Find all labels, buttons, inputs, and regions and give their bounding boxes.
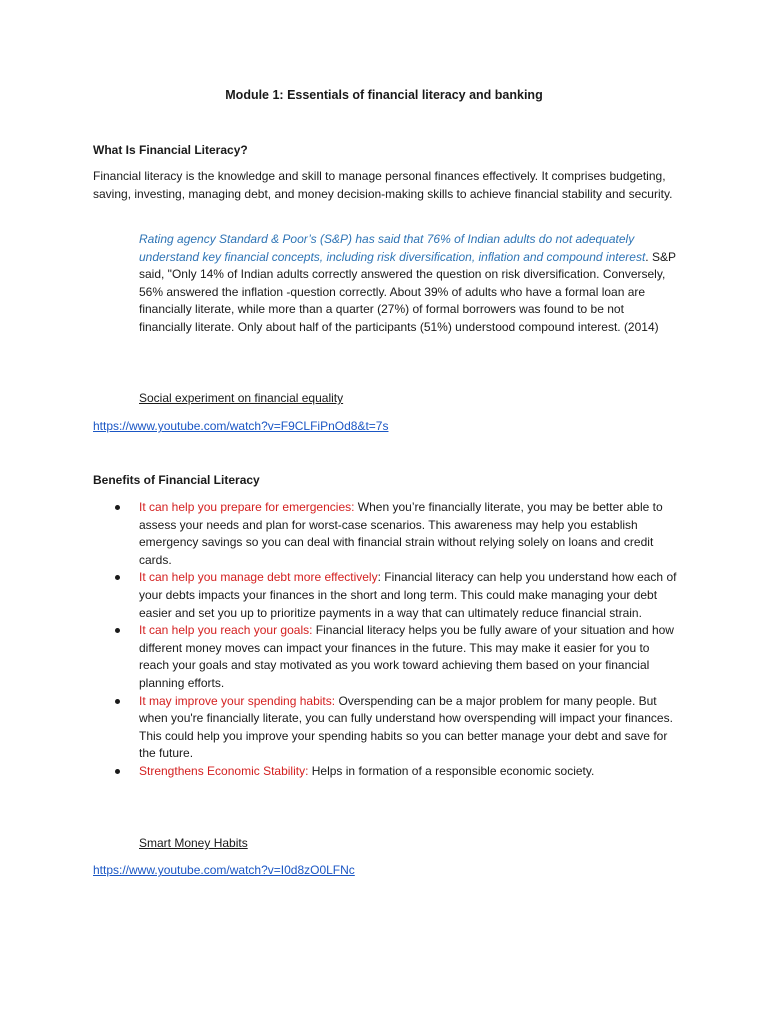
section-heading-benefits: Benefits of Financial Literacy: [93, 473, 260, 487]
bullet-icon: [115, 628, 120, 633]
benefit-lead: It can help you prepare for emergencies:: [139, 500, 355, 514]
bullet-icon: [115, 505, 120, 510]
list-item: [139, 622, 679, 692]
quote-body-text: . S&P said, "Only 14% of Indian adults correctly answered the question on risk diversification. Conversely, 56% answered the inflation -question correctly. About 39% of adults who have a formal loan are financially literate, while more than a quarter (27%) of formal borrowers was found to be not financially literate. Only about half of the participants (51%) understood compound interest. (2014): [139, 249, 676, 334]
benefit-lead: Strengthens Economic Stability:: [139, 763, 309, 778]
bullet-icon: [115, 699, 120, 704]
benefit-text: Financial literacy helps you be fully aware of your situation and how different money moves can impact your finances in the future. This may make it easier for you to reach your goals and stay motivated as you work toward achieving them based on your financial planning efforts.: [139, 623, 674, 690]
list-item: [139, 499, 679, 569]
benefit-text: Overspending can be a major problem for many people. But when you're financially literate, you can fully understand how overspending will impact your finances. This could help you improve your spending habits so you can better manage your debt and save for the future.: [139, 693, 673, 761]
section-heading-what-is-financial-literacy: What Is Financial Literacy?: [93, 143, 248, 157]
benefit-lead: It can help you reach your goals:: [139, 623, 313, 638]
list-item: [139, 693, 679, 763]
list-item: [139, 569, 679, 622]
benefit-lead: It may improve your spending habits:: [139, 693, 336, 708]
bullet-icon: [115, 575, 120, 580]
document-title: Module 1: Essentials of financial literacy and banking: [225, 88, 543, 102]
benefits-list: [139, 499, 679, 781]
list-item: [139, 763, 679, 781]
benefit-text: Financial literacy can help you understand how each of your debts impacts your finances in the short and long term. This could make managing your debt easier and set you up to prioritize payments in a way that can ultimately reduce financial strain.: [139, 570, 677, 620]
sp-quote-block: [139, 231, 679, 336]
definition-paragraph: Financial literacy is the knowledge and skill to manage personal finances effectively. It comprises budgeting, saving, investing, managing debt, and money decision-making skills to achieve financial stability and security.: [93, 169, 673, 201]
video-title-smart-money: Smart Money Habits: [139, 836, 248, 850]
benefit-lead: It can help you manage debt more effectively: [139, 570, 378, 585]
bullet-icon: [115, 769, 120, 774]
video-title-financial-equality: Social experiment on financial equality: [139, 391, 344, 405]
youtube-link-smart-money[interactable]: https://www.youtube.com/watch?v=I0d8zO0LFNc: [93, 863, 355, 877]
benefit-text: When you’re financially literate, you may be better able to assess your needs and plan for worst-case scenarios. This awareness may help you establish emergency savings so you can deal with financial strain without relying solely on loans and credit cards.: [139, 500, 663, 567]
youtube-link-financial-equality[interactable]: https://www.youtube.com/watch?v=F9CLFiPnOd8&t=7s: [93, 419, 389, 433]
quote-italic-text: Rating agency Standard & Poor’s (S&P) has said that 76% of Indian adults do not adequately understand key financial concepts, including risk diversification, inflation and compound interest: [139, 232, 646, 264]
benefit-text: Helps in formation of a responsible economic society.: [308, 763, 595, 778]
benefit-sep: :: [377, 570, 381, 585]
